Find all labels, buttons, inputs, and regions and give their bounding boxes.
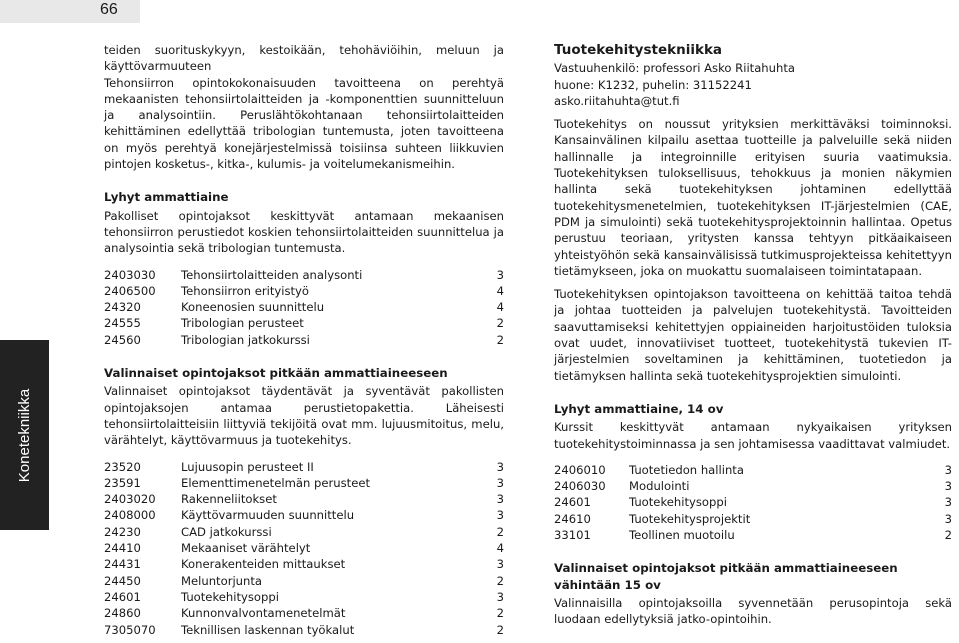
course-row [104, 475, 504, 491]
course-name: Rakenneliitokset [181, 492, 277, 507]
course-code: 24555 [104, 316, 141, 331]
course-name: Lujuusopin perusteet II [181, 459, 314, 474]
course-row [554, 462, 952, 478]
course-credits: 3 [944, 495, 952, 510]
course-name: Teollinen muotoilu [629, 528, 735, 543]
course-code: 24230 [104, 524, 141, 539]
course-credits: 2 [496, 316, 504, 331]
short-subject-heading: Lyhyt ammattiaine [104, 190, 229, 205]
course-code: 2403020 [104, 492, 156, 507]
course-code: 33101 [554, 528, 591, 543]
intro-text: teiden suorituskykyyn, kestoikään, tehohäviöihin, meluun ja käyttövarmuuteen [104, 43, 504, 74]
course-credits: 2 [496, 524, 504, 539]
course-credits: 2 [496, 332, 504, 347]
course-code: 2403030 [104, 267, 156, 282]
course-code: 2406010 [554, 462, 606, 477]
course-name: Mekaaniset värähtelyt [181, 541, 311, 556]
course-name: Elementtimenetelmän perusteet [181, 475, 371, 490]
course-row [104, 299, 504, 315]
course-code: 24320 [104, 300, 141, 315]
short-subject-text: Kurssit keskittyvät antamaan nykyaikaisen yrityksen tuotekehitystoiminnassa ja sen johtamisessa vaadittavat valmiudet. [554, 420, 952, 451]
course-name: Koneenosien suunnittelu [181, 300, 325, 315]
course-name: Tuotekehitysprojektit [629, 511, 751, 526]
course-code: 24560 [104, 332, 141, 347]
goal-paragraph: Tuotekehityksen opintojakson tavoitteena on kehittää taitoa tehdä ja johtaa tuotteiden ja palvelujen tuotekehitystä. Tavoitteiden saavuttamiseksi kehitettyjen oppiaineiden harjoitustöiden tuloksia ovat uudet, innovatiiviset tuotteet, tuotekehitystä tukevien IT-järjestelmien soveltaminen ja kehittäminen, tuotetiedon ja tietämyksen hallinta sekä tuotekehitysprojektien simulointi. [554, 287, 952, 383]
section-side-tab [0, 340, 49, 530]
elective-text: Valinnaiset opintojaksot täydentävät ja syventävät pakollisten opintojaksojen antamaa perustietopakettia. Läheisesti tehonsiirtolaitteisiin liittyviä tekijöitä ovat mm. lujuusmitoitus, melu, värähtelyt, käyttövarmuus ja tuotekehitys. [104, 384, 504, 448]
course-code: 24860 [104, 606, 141, 621]
course-row [104, 605, 504, 621]
goal-text: Tehonsiirron opintokokonaisuuden tavoitteena on perehtyä mekaanisten tehonsiirtolaitteiden ja -komponenttien suunnitteluun ja analysointiin. Peruslähtökohtanaan tehonsiirtolaitteiden kehittäminen edellyttää tribologian tuntemusta, joten tavoitteena on myös perehtyä konejärjestelmissä toisiinsa suhteen liikkuvien pintojen kosketus-, kitka-, kulumis- ja voitelumekanismeihin. [104, 75, 504, 172]
course-credits: 4 [496, 283, 504, 298]
course-credits: 3 [496, 508, 504, 523]
course-row [104, 315, 504, 331]
course-code: 2406500 [104, 283, 156, 298]
course-code: 23591 [104, 475, 141, 490]
course-row [554, 527, 952, 543]
course-credits: 3 [496, 557, 504, 572]
course-credits: 3 [496, 267, 504, 282]
course-code: 23520 [104, 459, 141, 474]
short-subject-text: Pakolliset opintojaksot keskittyvät antamaan mekaanisen tehonsiirron perustiedot koskien tehonsiirtolaitteiden suunnittelua ja analysointia sekä tribologian tuntemusta. [104, 208, 504, 256]
course-row [554, 478, 952, 494]
course-code: 2406030 [554, 479, 606, 494]
course-code: 2408000 [104, 508, 156, 523]
course-credits: 2 [496, 573, 504, 588]
course-code: 7305070 [104, 622, 156, 637]
course-name: Tribologian jatkokurssi [181, 332, 310, 347]
course-row [104, 507, 504, 523]
course-row [104, 332, 504, 348]
course-row [104, 556, 504, 572]
right-column [554, 42, 952, 628]
elective-course-list [104, 459, 504, 638]
section-title: Tuotekehitystekniikka [554, 42, 723, 58]
course-name: Konerakenteiden mittaukset [181, 557, 346, 572]
course-name: Käyttövarmuuden suunnittelu [181, 508, 355, 523]
course-name: CAD jatkokurssi [181, 524, 272, 539]
course-row [104, 589, 504, 605]
short-course-list [104, 267, 504, 348]
course-credits: 4 [496, 541, 504, 556]
course-credits: 3 [944, 462, 952, 477]
course-credits: 4 [496, 300, 504, 315]
course-code: 24410 [104, 541, 141, 556]
course-credits: 3 [496, 475, 504, 490]
left-column [104, 42, 504, 638]
elective-heading: Valinnaiset opintojaksot pitkään ammattiaineeseen vähintään 15 ov [554, 561, 898, 592]
course-credits: 3 [944, 479, 952, 494]
course-name: Modulointi [629, 479, 690, 494]
course-row [104, 459, 504, 475]
course-code: 24431 [104, 557, 141, 572]
course-name: Tuotekehitysoppi [629, 495, 727, 510]
course-credits: 3 [496, 492, 504, 507]
contact-email: asko.riitahuhta@tut.fi [554, 93, 680, 108]
course-row [104, 267, 504, 283]
side-tab-label: Konetekniikka [16, 388, 33, 482]
course-name: Teknillisen laskennan työkalut [181, 622, 355, 637]
course-credits: 2 [496, 606, 504, 621]
course-code: 24450 [104, 573, 141, 588]
contact-line: huone: K1232, puhelin: 31152241 [554, 77, 752, 92]
course-row [554, 511, 952, 527]
course-code: 24610 [554, 511, 591, 526]
course-row [104, 573, 504, 589]
course-credits: 2 [944, 528, 952, 543]
course-credits: 3 [496, 459, 504, 474]
page-number: 66 [0, 0, 140, 23]
course-credits: 2 [496, 622, 504, 637]
contact-line: Vastuuhenkilö: professori Asko Riitahuhta [554, 61, 796, 76]
course-code: 24601 [554, 495, 591, 510]
course-name: Kunnonvalvontamenetelmät [181, 606, 346, 621]
course-name: Tehonsiirtolaitteiden analysonti [181, 267, 363, 282]
course-name: Tuotekehitysoppi [181, 589, 279, 604]
course-row [104, 491, 504, 507]
short-course-list [554, 462, 952, 543]
course-row [104, 524, 504, 540]
course-row [554, 494, 952, 510]
course-row [104, 622, 504, 638]
course-name: Tuotetiedon hallinta [629, 462, 744, 477]
elective-heading: Valinnaiset opintojaksot pitkään ammattiaineeseen [104, 366, 448, 381]
course-name: Tribologian perusteet [181, 316, 304, 331]
course-code: 24601 [104, 589, 141, 604]
course-credits: 3 [944, 511, 952, 526]
course-credits: 3 [496, 589, 504, 604]
course-name: Tehonsiirron erityistyö [181, 283, 310, 298]
elective-text: Valinnaisilla opintojaksoilla syvennetään perusopintoja sekä luodaan edellytyksiä jatko-opintoihin. [554, 595, 952, 627]
course-row [104, 540, 504, 556]
course-name: Meluntorjunta [181, 573, 263, 588]
short-subject-heading: Lyhyt ammattiaine, 14 ov [554, 401, 724, 416]
intro-paragraph: Tuotekehitys on noussut yrityksien merkittäväksi toiminnoksi. Kansainvälinen kilpailu asettaa tuotteille ja palveluille sekä niiden hallinnalle ja integroinnille erityisen suuria vaatimuksia. Tuotekehityksen tuloksellisuus, tehokkuus ja monien näkymien hallinta sekä tuotekehityksen johtaminen edellyttää tuotekehitysmenetelmien, tuotekehityksen IT-järjestelmien (CAE, PDM ja simulointi) sekä tuotekehitysprojektoinnin hallintaa. Opetus perustuu teoriaan, yritysten kanssa tehtyyn pitkäaikaiseen yhteistyöhön sekä kansainvälisissä tutkimusprojekteissa kehitettyyn tietämykseen, joka on muokattu suomalaiseen toimintatapaan. [554, 117, 952, 278]
course-row [104, 283, 504, 299]
